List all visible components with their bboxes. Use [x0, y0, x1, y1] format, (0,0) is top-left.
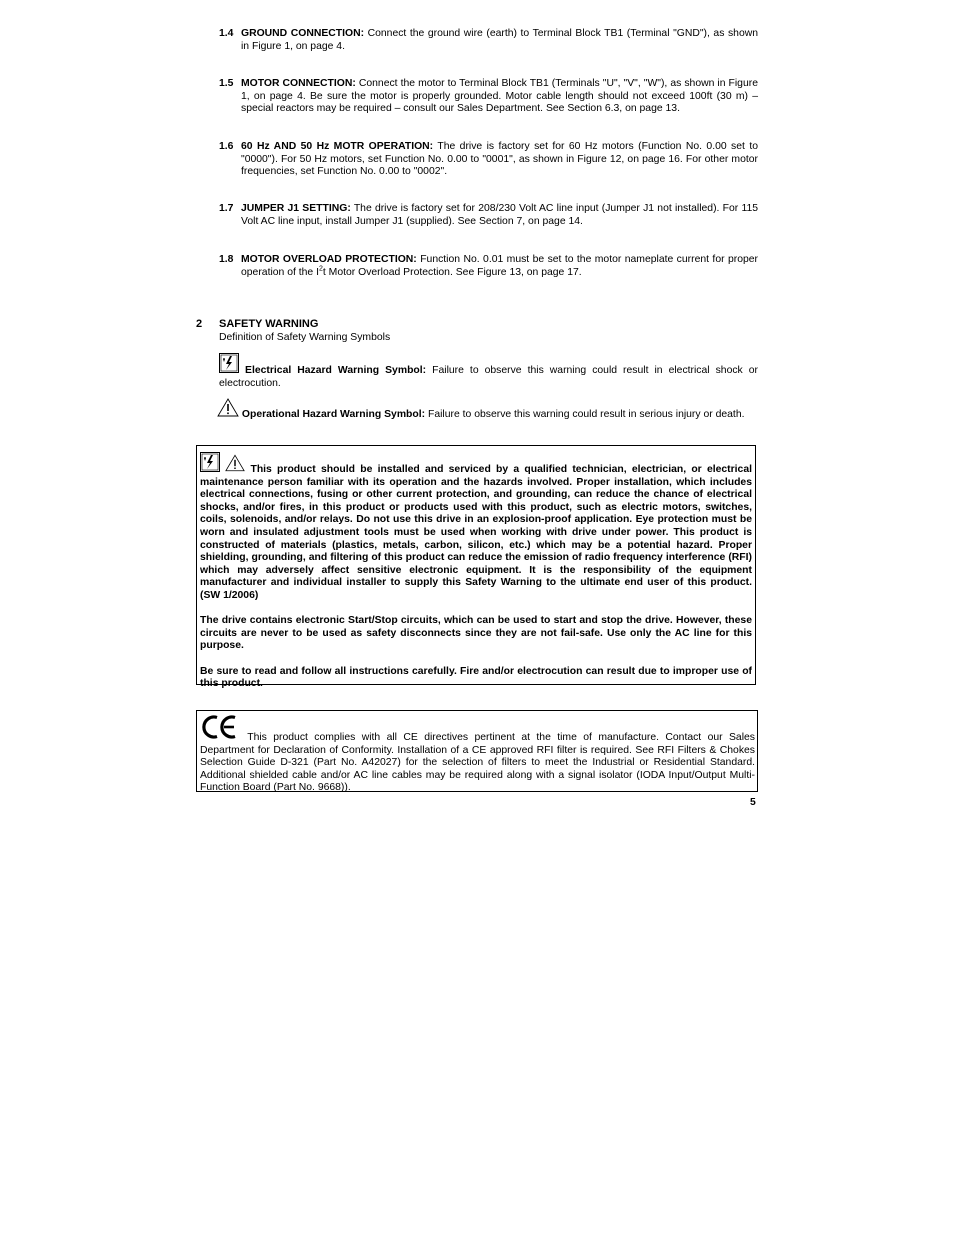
definition-title: Operational Hazard Warning Symbol: [241, 409, 426, 420]
item-title: MOTOR OVERLOAD PROTECTION: [241, 254, 417, 265]
safety-warning-box [196, 445, 756, 690]
item-number: 1.7 [219, 203, 234, 214]
superscript: 2 [319, 265, 323, 273]
item-title: 60 Hz AND 50 Hz MOTR OPERATION: [241, 141, 434, 152]
section-heading [196, 318, 318, 331]
operational-hazard-icon [225, 454, 245, 477]
definition-text: Failure to observe this warning could result in serious injury or death. [425, 409, 745, 420]
ce-mark-icon [200, 714, 238, 745]
item-text: Connect the ground wire (earth) to Terminal Block TB1 (Terminal "GND"), as shown in Figure 1, on page 4. [241, 28, 758, 52]
operational-hazard-icon [217, 398, 239, 422]
ce-compliance-box [196, 710, 758, 792]
electrical-hazard-definition [219, 353, 758, 390]
item-text-before: Function No. 0.01 must be set to the motor nameplate current for proper operation of the I [241, 254, 759, 278]
item-title: GROUND CONNECTION: [241, 28, 365, 39]
operational-hazard-definition [213, 398, 758, 422]
electrical-hazard-icon [219, 353, 239, 378]
definition-text: Failure to observe this warning could result in electrical shock or electrocution. [219, 365, 759, 389]
page-number: 5 [750, 797, 756, 808]
warning-paragraph-2: The drive contains electronic Start/Stop circuits, which can be used to start and stop the drive. However, these circuits are never to be used as safety disconnects since they are not fail-safe. Use only the AC line for this purpose. [200, 615, 752, 652]
item-text: The drive is factory set for 60 Hz motors (Function No. 0.00 set to "0000"). For 50 Hz motors, set Function No. 0.00 to "0001", as shown in Figure 12, on page 16. For other motor frequencies, set Function No. 0.00 to "0002". [241, 141, 758, 178]
item-motor-connection [219, 78, 758, 116]
warning-text: This product should be installed and serviced by a qualified technician, electrician, or electrical maintenance person familiar with its operation and the hazards involved. Proper installation, which includes electrical connections, fusing or other current protection, and grounding, can reduce the chance of electrical shocks, and/or fires, in this product or products used with this product, such as electric motors, switches, coils, solenoids, and/or relays. Do not use this drive in an explosion-proof application. Eye protection must be worn and insulated adjustment tools must be used when working with drive under power. This product is constructed of materials (plastics, metals, carbon, silicon, etc.) which may be a potential hazard. Proper shielding, grounding, and filtering of this product can reduce the emission of radio frequency interference (RFI) which may adversely affect sensitive electronic equipment. It is the responsibility of the equipment manufacturer and individual installer to supply this Safety Warning to the ultimate end user of this product. (SW 1/2006) [200, 464, 753, 601]
item-title: MOTOR CONNECTION: [241, 78, 356, 89]
item-number: 1.5 [219, 78, 234, 89]
item-overload-protection [219, 254, 758, 279]
section-title: SAFETY WARNING [219, 318, 319, 330]
item-number: 1.6 [219, 141, 234, 152]
item-number: 1.4 [219, 28, 234, 39]
warning-paragraph-3: Be sure to read and follow all instructions carefully. Fire and/or electrocution can result due to improper use of this product. [200, 665, 752, 690]
warning-paragraph-1 [200, 452, 752, 603]
item-number: 1.8 [219, 254, 234, 265]
item-title: JUMPER J1 SETTING: [241, 203, 351, 214]
section-number: 2 [196, 318, 203, 330]
ce-text: This product complies with all CE directives pertinent at the time of manufacture. Contact our Sales Department for Declaration of Conformity. Installation of a CE approved RFI filter is required. See RFI Filters & Chokes Selection Guide D-321 (Part No. A42027) for the selection of filters to meet the Industrial or Residential Standard. Additional shielded cable and/or AC line cables may be required along with a signal isolator (IODA Input/Output Multi-Function Board (Part No. 9668)). [200, 732, 755, 794]
item-jumper-setting [219, 203, 758, 228]
section-subtitle: Definition of Safety Warning Symbols [219, 332, 391, 343]
item-ground-connection [219, 28, 758, 53]
item-text-after: t Motor Overload Protection. See Figure 13, on page 17. [322, 266, 582, 278]
item-text: The drive is factory set for 208/230 Volt AC line input (Jumper J1 not installed). For 115 Volt AC line input, install Jumper J1 (supplied). See Section 7, on page 14. [241, 203, 759, 227]
electrical-hazard-icon [200, 452, 220, 477]
definition-title: Electrical Hazard Warning Symbol: [245, 365, 427, 376]
item-motor-operation [219, 141, 758, 179]
item-text: Connect the motor to Terminal Block TB1 (Terminals "U", "V", "W"), as shown in Figure 1, on page 4. Be sure the motor is properly grounded. Motor cable length should not exceed 100ft (30 m) – special reactors may be required – consult our Sales Department. See Section 6.3, on page 13. [241, 78, 758, 115]
